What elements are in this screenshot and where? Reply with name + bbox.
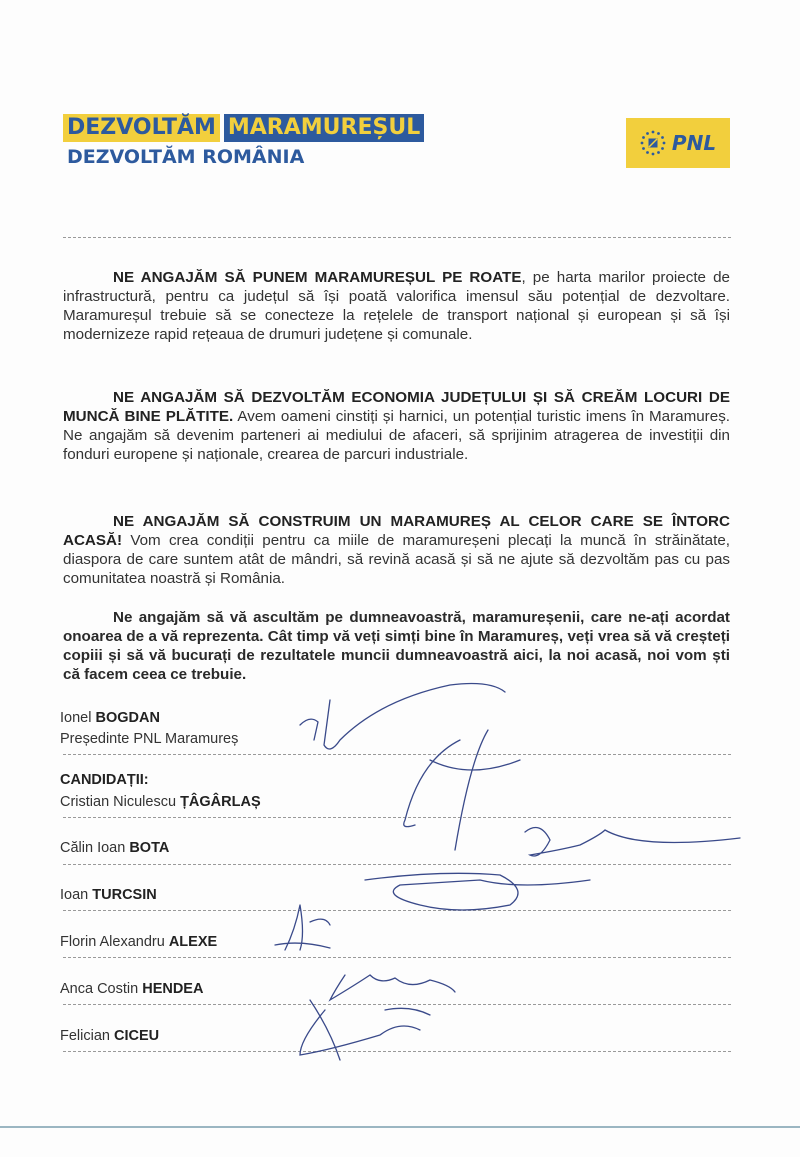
signature-bota: [525, 828, 740, 857]
president-first-name: Ionel: [60, 710, 92, 726]
header-line1-part1: DEZVOLTĂM: [63, 114, 220, 142]
candidates-label-text: CANDIDAȚII:: [60, 772, 149, 788]
candidate-name: [60, 981, 203, 997]
candidate-name: [60, 840, 169, 856]
signature-line: [63, 910, 731, 911]
candidate-name: [60, 934, 217, 950]
header-line2: DEZVOLTĂM ROMÂNIA: [67, 146, 305, 168]
president-last-name: BOGDAN: [95, 710, 160, 726]
candidate-first-name: Cristian Niculescu: [60, 794, 177, 810]
signature-line: [63, 817, 731, 818]
header-title: [63, 114, 424, 168]
paragraph-3-heading: NE ANGAJĂM SĂ CONSTRUIM UN MARAMUREȘ AL CELOR CARE SE ÎNTORC ACASĂ!: [63, 513, 730, 549]
signature-turcsin: [365, 873, 590, 910]
paragraph-3-text: Vom crea condiții pentru ca miile de maramureșeni plecați la muncă în străinătate, diaspora de care suntem atât de mândri, să revină acasă și să ne ajute să dezvoltăm pas cu pas comunitatea noastră și România.: [63, 532, 730, 587]
signature-alexe: [275, 905, 330, 950]
candidate-last-name: ȚÂGÂRLAȘ: [180, 794, 261, 810]
candidate-last-name: HENDEA: [142, 981, 204, 997]
candidate-first-name: Florin Alexandru: [60, 934, 165, 950]
paragraph-2-heading: NE ANGAJĂM SĂ DEZVOLTĂM ECONOMIA JUDEȚULUI ȘI SĂ CREĂM LOCURI DE MUNCĂ BINE PLĂTITE.: [63, 389, 730, 425]
paragraph-1-text: , pe harta marilor proiecte de infrastructură, pentru ca județul să își poată valorifica imensul său potențial de dezvoltare. Maramureșul trebuie să se conecteze la rețelele de transport național și european și să își modernizeze rapid rețeaua de drumuri județene și comunale.: [63, 269, 730, 343]
header-line1-part2: MARAMUREȘUL: [224, 114, 424, 142]
pnl-logo: [626, 118, 730, 168]
candidate-last-name: BOTA: [129, 840, 170, 856]
logo-text: PNL: [671, 131, 717, 155]
signature-line: [63, 1051, 731, 1052]
eu-stars-icon: [640, 130, 666, 156]
candidate-first-name: Anca Costin: [60, 981, 139, 997]
signature-bogdan: [300, 684, 505, 749]
candidate-last-name: ALEXE: [168, 934, 218, 950]
paragraph-3: [63, 512, 730, 588]
president-title: Președinte PNL Maramureș: [60, 731, 239, 747]
paragraph-2: [63, 388, 730, 464]
candidate-last-name: CICEU: [114, 1028, 160, 1044]
candidate-last-name: TURCSIN: [92, 887, 157, 903]
president-name: [60, 710, 160, 726]
paragraph-1-heading: NE ANGAJĂM SĂ PUNEM MARAMUREȘUL PE ROATE: [113, 269, 522, 286]
closing-paragraph: [63, 608, 730, 684]
page-edge-line: [0, 1126, 800, 1128]
candidate-first-name: Felician: [60, 1028, 110, 1044]
candidate-name: [60, 794, 261, 810]
closing-text: Ne angajăm să vă ascultăm pe dumneavoastră, maramureșenii, care ne-ați acordat onoarea de a vă reprezenta. Cât timp vă veți simți bine în Maramureș, veți vrea să vă creșteți copiii și să vă bucurați de rezultatele muncii dumneavoastră aici, la noi acasă, noi vom ști că facem ceea ce trebuie.: [63, 609, 730, 683]
signature-tagarlas: [404, 730, 520, 850]
signature-line: [63, 957, 731, 958]
signature-line: [63, 1004, 731, 1005]
divider: [63, 237, 731, 238]
candidates-label: [60, 772, 149, 788]
signature-line: [63, 864, 731, 865]
candidate-first-name: Călin Ioan: [60, 840, 126, 856]
paragraph-1: [63, 268, 730, 344]
candidate-name: [60, 887, 157, 903]
candidate-name: [60, 1028, 159, 1044]
paragraph-2-text: Avem oameni cinstiți și harnici, un potențial turistic imens în Maramureș. Ne angajăm să devenim parteneri ai mediului de afaceri, să sprijinim atragerea de investiții din fonduri europene și naționale, crearea de parcuri industriale.: [63, 408, 731, 463]
candidate-first-name: Ioan: [60, 887, 89, 903]
signature-hendea: [330, 975, 455, 1000]
signature-line: [63, 754, 731, 755]
